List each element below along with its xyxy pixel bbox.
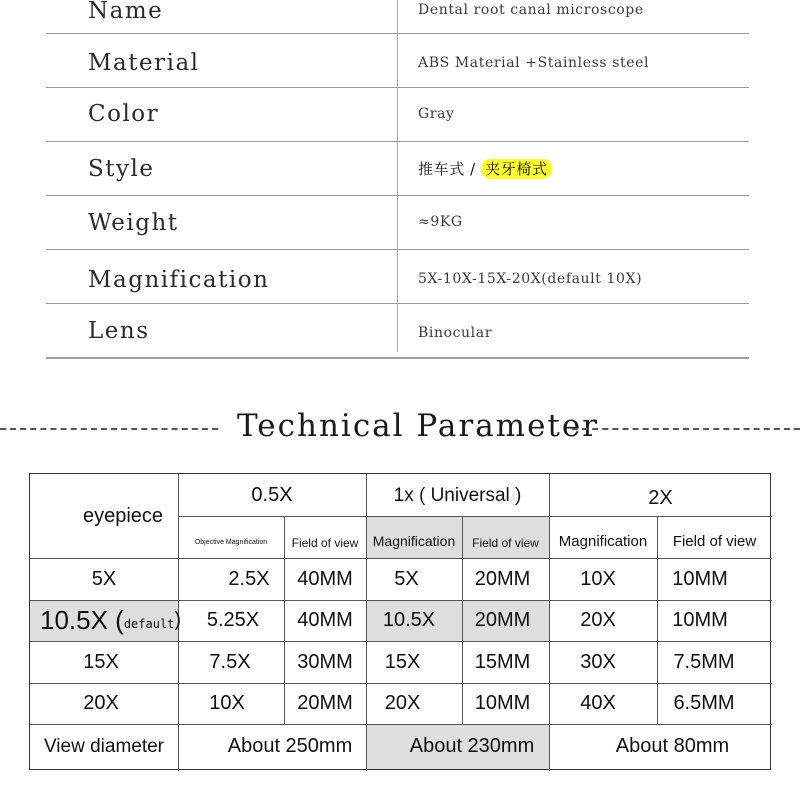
eyepiece-cell-default [30, 600, 194, 641]
table-cell: 10X [580, 567, 616, 590]
table-cell: 5.25X [206, 609, 260, 631]
table-cell: 6.5MM [673, 692, 735, 714]
table-cell: 20X [580, 609, 616, 631]
eyepiece-value: 10.5X ( [40, 605, 124, 635]
spec-label: Material [88, 50, 200, 76]
section-title: Technical Parameter [237, 408, 600, 444]
spec-label: Name [88, 0, 164, 24]
eyepiece-cell: 15X [83, 650, 119, 673]
table-cell: 10.5X [382, 609, 436, 631]
table-cell: 10MM [672, 609, 728, 631]
table-cell: 20X [384, 692, 421, 714]
sub-header: Field of view [672, 532, 757, 550]
spec-label: Style [88, 156, 155, 182]
table-cell: 7.5X [209, 650, 251, 673]
sub-header: Objective Magnification [194, 538, 268, 546]
spec-label: Weight [88, 210, 179, 236]
spec-label: Magnification [88, 267, 270, 293]
table-cell: 30X [580, 650, 616, 673]
spec-row-magnification [46, 250, 749, 304]
table-cell: 40X [580, 692, 616, 714]
eyepiece-cell: 20X [83, 692, 119, 714]
table-cell: 10X [209, 692, 245, 714]
spec-value: ≈9KG [418, 214, 463, 230]
table-cell: 2.5X [228, 567, 270, 590]
view-diameter-cell: About 250mm [227, 735, 353, 757]
view-diameter-cell: About 230mm [409, 735, 535, 757]
spec-row-weight [46, 196, 749, 250]
spec-value: Binocular [418, 325, 492, 341]
sub-header: Magnification [372, 533, 456, 549]
style-option-plain: 推车式 / [418, 160, 482, 178]
default-note: default [123, 616, 175, 631]
table-cell: 15MM [474, 650, 531, 673]
table-cell: 15X [384, 650, 421, 673]
spec-row-material [46, 34, 749, 88]
table-cell: 5X [394, 567, 419, 590]
table-cell: 10MM [474, 692, 531, 714]
heading-dash-left [0, 428, 218, 430]
spec-table [46, 0, 749, 359]
group-header: 2X [648, 486, 673, 509]
heading-dash-right [572, 428, 800, 430]
table-cell: 40MM [297, 567, 353, 590]
spec-value: Gray [418, 106, 455, 122]
table-cell: 10MM [672, 567, 728, 590]
sub-header: Field of view [472, 536, 539, 550]
spec-label: Color [88, 101, 160, 127]
parameter-table [29, 473, 771, 770]
table-cell: 20MM [297, 692, 353, 714]
table-cell: 20MM [474, 567, 531, 590]
table-cell: 20MM [474, 609, 531, 631]
table-cell: 40MM [297, 609, 353, 631]
group-header: 1x ( Universal ) [393, 484, 522, 506]
spec-value: ABS Material +Stainless steel [418, 55, 650, 71]
spec-row-name [46, 0, 749, 34]
eyepiece-paren: ) [174, 609, 182, 631]
eyepiece-header: eyepiece [82, 504, 164, 527]
spec-value [418, 158, 552, 179]
section-heading [0, 406, 800, 450]
spec-row-color [46, 88, 749, 142]
group-header: 0.5X [251, 484, 293, 506]
spec-row-style [46, 142, 749, 196]
sub-header: Magnification [558, 532, 648, 550]
spec-row-lens [46, 304, 749, 359]
table-cell: 30MM [297, 650, 353, 673]
view-diameter-cell: About 80mm [615, 735, 730, 757]
eyepiece-cell: 5X [91, 567, 117, 590]
sub-header: Field of view [291, 536, 359, 550]
spec-value: 5X-10X-15X-20X(default 10X) [418, 271, 643, 287]
spec-value: Dental root canal microscope [418, 2, 644, 18]
style-option-highlighted: 夹牙椅式 [481, 159, 551, 179]
spec-label: Lens [88, 318, 150, 344]
view-diameter-label: View diameter [43, 735, 165, 757]
table-cell: 7.5MM [673, 650, 735, 673]
